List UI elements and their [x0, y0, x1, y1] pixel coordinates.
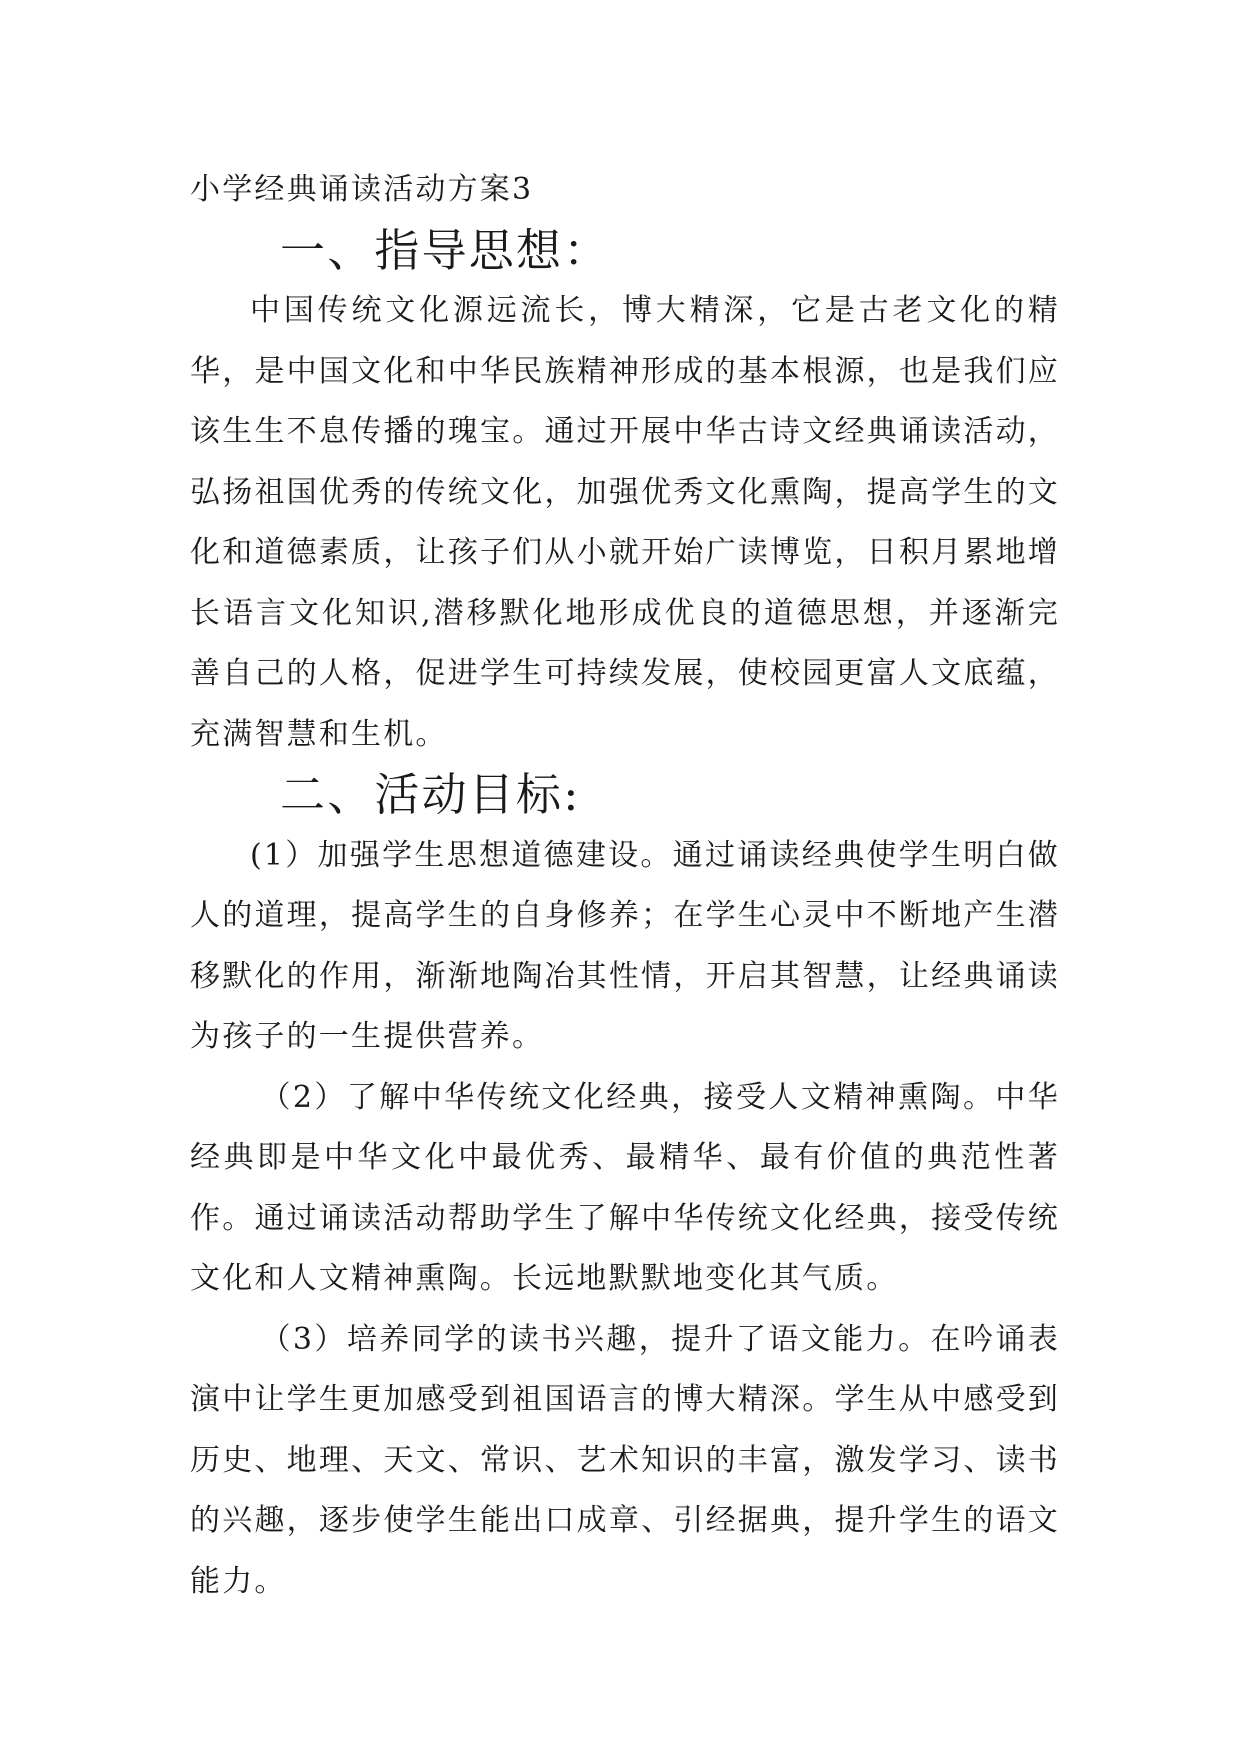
section-heading-guiding-ideology: 一、指导思想： — [280, 223, 611, 277]
section-heading-activity-goals: 二、活动目标: — [280, 768, 581, 821]
paragraph-goal-1: (1）加强学生思想道德建设。通过诵读经典使学生明白做人的道理，提高学生的自身修养；在学生心灵中不断地产生潜移默化的作用，渐渐地陶冶其性情，开启其智慧，让经典诵读为孩子的一生提供营养。 — [190, 837, 1060, 1054]
document-body — [190, 160, 1060, 1612]
paragraph-goal-2: （2）了解中华传统文化经典，接受人文精神熏陶。中华经典即是中华文化中最优秀、最精华、最有价值的典范性著作。通过诵读活动帮助学生了解中华传统文化经典，接受传统文化和人文精神熏陶。长远地默默地变化其气质。 — [190, 1079, 1060, 1296]
document-title: 小学经典诵读活动方案3 — [190, 172, 534, 207]
paragraph-goal-3: （3）培养同学的读书兴趣，提升了语文能力。在吟诵表演中让学生更加感受到祖国语言的博大精深。学生从中感受到历史、地理、天文、常识、艺术知识的丰富，激发学习、读书的兴趣，逐步使学生能出口成章、引经据典，提升学生的语文能力。 — [190, 1321, 1060, 1599]
paragraph-guiding-ideology: 中国传统文化源远流长，博大精深，它是古老文化的精华，是中国文化和中华民族精神形成的基本根源，也是我们应该生生不息传播的瑰宝。通过开展中华古诗文经典诵读活动，弘扬祖国优秀的传统文化，加强优秀文化熏陶，提高学生的文化和道德素质，让孩子们从小就开始广读博览，日积月累地增长语言文化知识,潜移默化地形成优良的道德思想，并逐渐完善自己的人格，促进学生可持续发展，使校园更富人文底蕴，充满智慧和生机。 — [190, 293, 1060, 752]
